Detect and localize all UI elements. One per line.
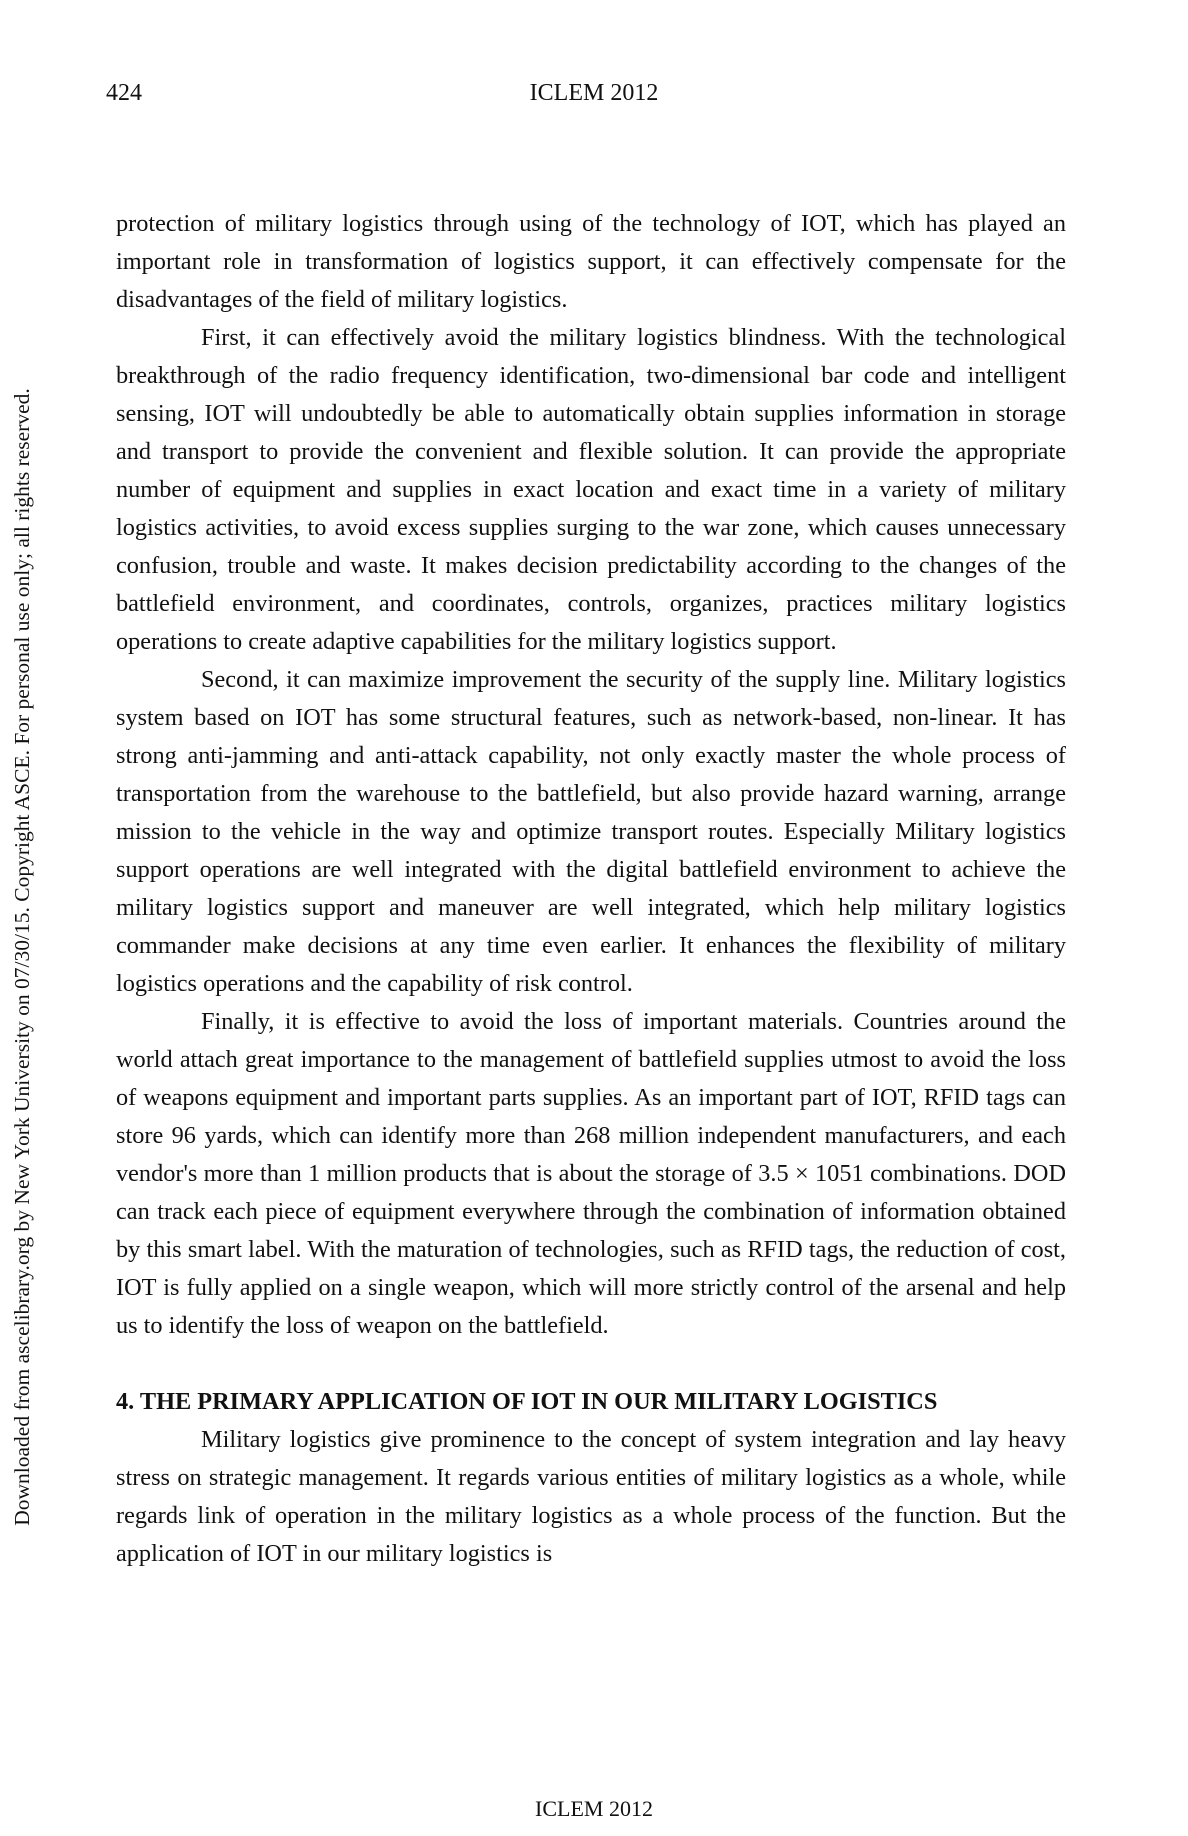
article-body bbox=[116, 205, 1066, 1573]
page-footer: ICLEM 2012 bbox=[535, 1796, 653, 1821]
section-paragraph: Military logistics give prominence to the concept of system integration and lay heavy stress on strategic management. It regards various entities of military logistics as a whole, while regards link of operation in the military logistics as a whole process of the function. But the application of IOT in our military logistics is bbox=[116, 1426, 1066, 1567]
section-heading: 4. THE PRIMARY APPLICATION OF IOT IN OUR MILITARY LOGISTICS bbox=[116, 1388, 938, 1415]
paragraph-second: Second, it can maximize improvement the security of the supply line. Military logistics system based on IOT has some structural features, such as network-based, non-linear. It has strong anti-jamming and anti-attack capability, not only exactly master the whole process of transportation from the warehouse to the battlefield, but also provide hazard warning, arrange mission to the vehicle in the way and optimize transport routes. Especially Military logistics support operations are well integrated with the digital battlefield environment to achieve the military logistics support and maneuver are well integrated, which help military logistics commander make decisions at any time even earlier. It enhances the flexibility of military logistics operations and the capability of risk control. bbox=[116, 666, 1066, 997]
paragraph-first: First, it can effectively avoid the military logistics blindness. With the technological breakthrough of the radio frequency identification, two-dimensional bar code and intelligent sensing, IOT will undoubtedly be able to automatically obtain supplies information in storage and transport to provide the convenient and flexible solution. It can provide the appropriate number of equipment and supplies in exact location and exact time in a variety of military logistics activities, to avoid excess supplies surging to the war zone, which causes unnecessary confusion, trouble and waste. It makes decision predictability according to the changes of the battlefield environment, and coordinates, controls, organizes, practices military logistics operations to create adaptive capabilities for the military logistics support. bbox=[116, 324, 1066, 655]
paragraph-finally: Finally, it is effective to avoid the loss of important materials. Countries around the world attach great importance to the management of battlefield supplies utmost to avoid the loss of weapons equipment and important parts supplies. As an important part of IOT, RFID tags can store 96 yards, which can identify more than 268 million independent manufacturers, and each vendor's more than 1 million products that is about the storage of 3.5 × 1051 combinations. DOD can track each piece of equipment everywhere through the combination of information obtained by this smart label. With the maturation of technologies, such as RFID tags, the reduction of cost, IOT is fully applied on a single weapon, which will more strictly control of the arsenal and help us to identify the loss of weapon on the battlefield. bbox=[116, 1008, 1066, 1339]
running-head: ICLEM 2012 bbox=[529, 80, 659, 106]
page-number: 424 bbox=[106, 80, 142, 106]
paragraph-continuation: protection of military logistics through using of the technology of IOT, which has played an important role in transformation of logistics support, it can effectively compensate for the disadvantages of the field of military logistics. bbox=[116, 210, 1066, 313]
download-notice: Downloaded from ascelibrary.org by New York University on 07/30/15. Copyright ASCE. For personal use only; all rights reserved. bbox=[10, 388, 34, 1526]
